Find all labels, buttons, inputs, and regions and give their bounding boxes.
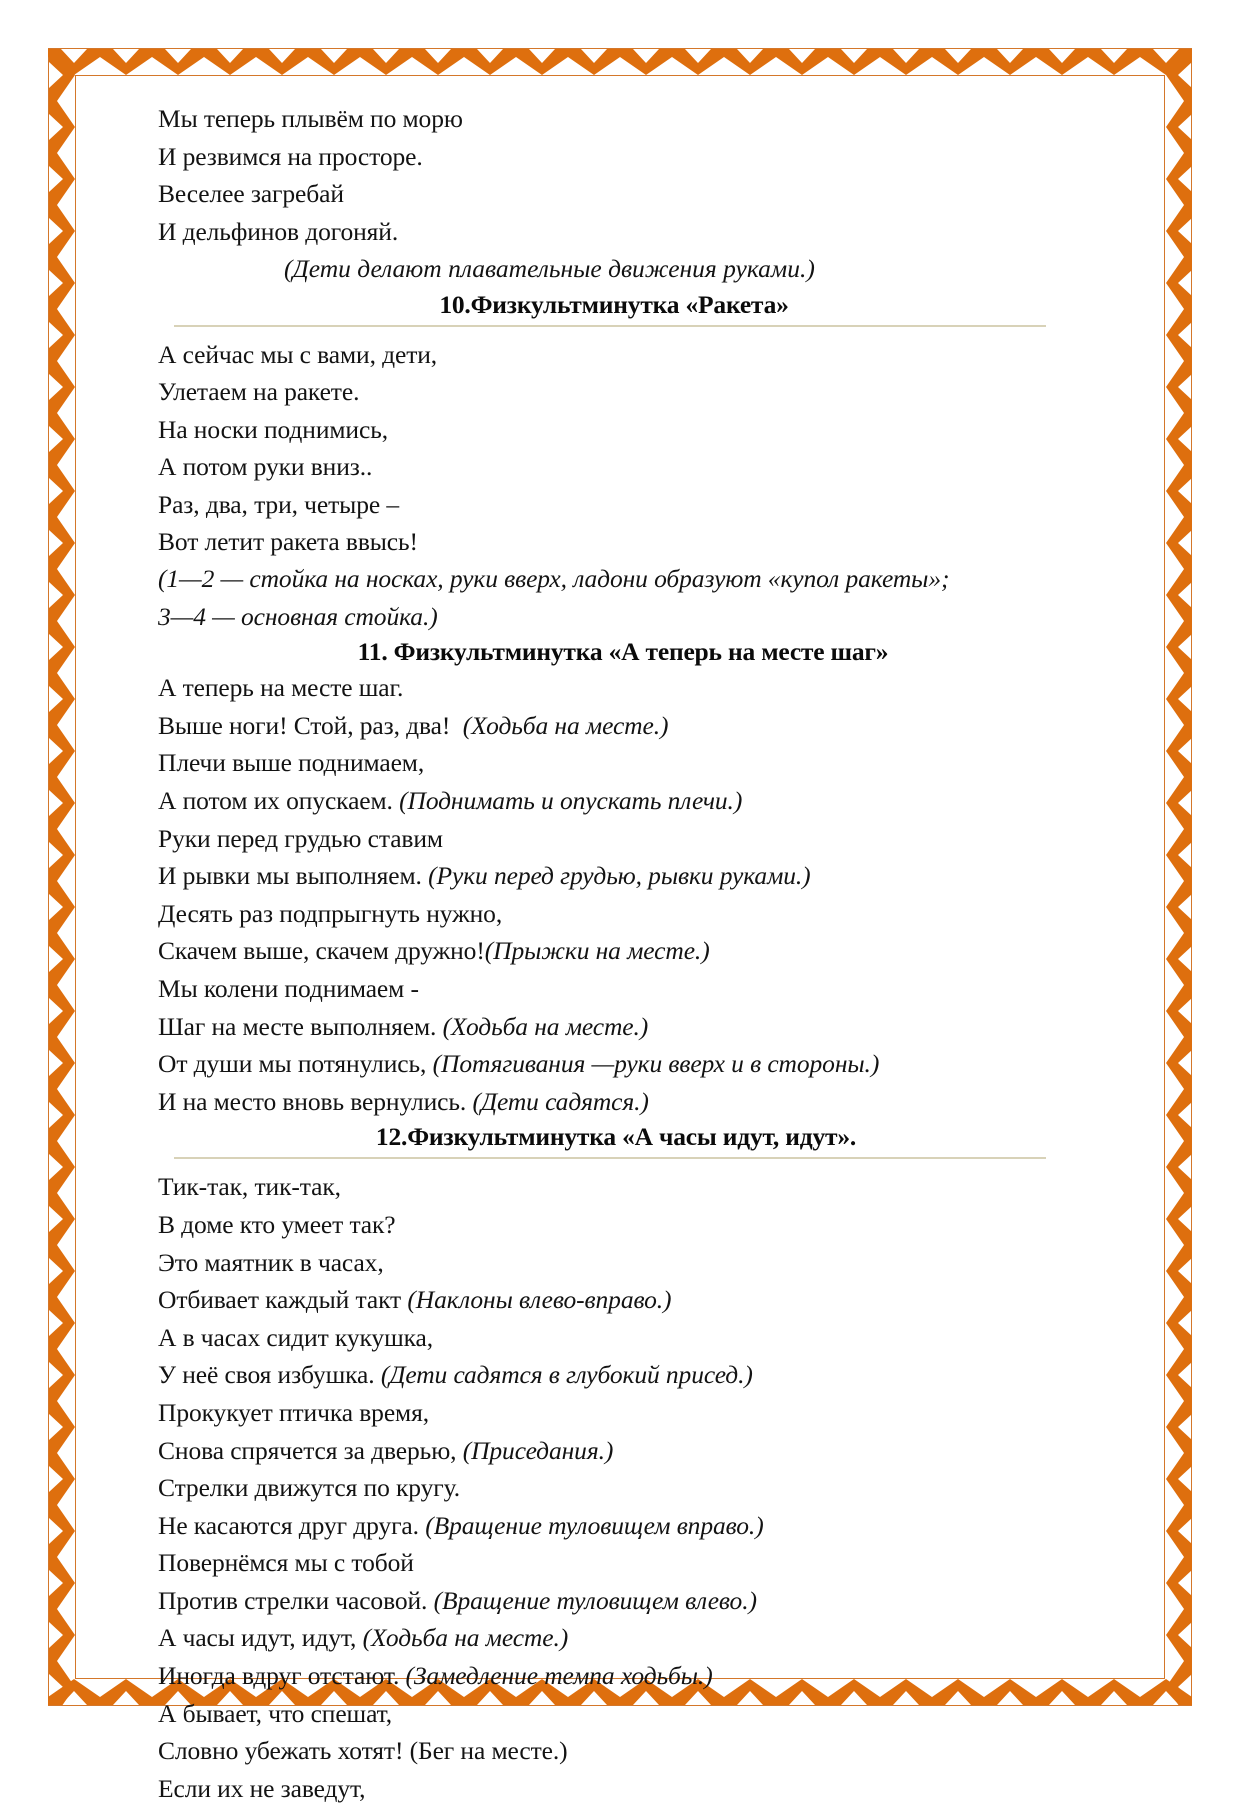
stage-direction: 3—4 — основная стойка.) <box>158 601 438 631</box>
verse-line <box>158 1657 1058 1695</box>
stage-direction: (Дети делают плавательные движения руками.) <box>284 254 815 284</box>
verse-line <box>158 820 1058 858</box>
verse-line <box>158 1544 1058 1582</box>
stage-direction: (Ходьба на месте.) <box>362 1623 569 1653</box>
opening-verse <box>158 100 1058 288</box>
verse-line <box>158 1281 1058 1319</box>
document-body <box>158 100 1058 1807</box>
verse-text: Выше ноги! Стой, раз, два! <box>158 710 463 740</box>
verse-line: Веселее загребай <box>158 179 344 209</box>
verse-text: И рывки мы выполняем. <box>158 861 429 891</box>
verse-text: Мы колени поднимаем - <box>158 973 419 1003</box>
verse-line <box>158 970 1058 1008</box>
section-12 <box>158 1120 1058 1807</box>
verse-line <box>158 1432 1058 1470</box>
section-rule <box>174 325 1046 327</box>
verse-text: Руки перед грудью ставим <box>158 823 443 853</box>
verse-text: Шаг на месте выполняем. <box>158 1011 443 1041</box>
verse-line: И резвимся на просторе. <box>158 141 423 171</box>
verse-text: А потом их опускаем. <box>158 786 400 815</box>
verse-text: Плечи выше поднимаем, <box>158 748 425 778</box>
verse-text: Повернёмся мы с тобой <box>158 1548 414 1578</box>
verse-line <box>158 1619 1058 1657</box>
verse-text: А в часах сидит кукушка, <box>158 1322 434 1352</box>
section-11 <box>158 635 1058 1120</box>
verse-text: А бывает, что спешат, <box>158 1698 393 1728</box>
verse-text: Скачем выше, скачем дружно! <box>158 936 485 966</box>
verse-line <box>158 1168 1058 1206</box>
verse-text: Не касаются друг друга. <box>158 1510 426 1540</box>
stage-direction: (Прыжки на месте.) <box>484 936 710 966</box>
verse-line: И дельфинов догоняй. <box>158 216 399 246</box>
stage-direction: (Руки перед грудью, рывки руками.) <box>428 861 811 891</box>
verse-line <box>158 1770 1058 1807</box>
stage-direction: (Потягивания —руки вверх и в стороны.) <box>432 1049 880 1079</box>
verse-line <box>158 857 1058 895</box>
border-chevron-top <box>48 49 1192 75</box>
verse-line <box>158 1244 1058 1282</box>
verse-text: А теперь на месте шаг. <box>158 673 404 703</box>
border-chevron-right <box>1166 49 1192 1705</box>
verse-text: Это маятник в часах, <box>158 1247 384 1277</box>
stage-direction: (Дети садятся.) <box>472 1086 649 1116</box>
verse-line <box>158 1008 1058 1046</box>
verse-line <box>158 1732 1058 1770</box>
section-heading: 12.Физкультминутка «А часы идут, идут». <box>375 1122 857 1152</box>
verse-text: Десять раз подпрыгнуть нужно, <box>158 898 503 928</box>
stage-direction: (Приседания.) <box>462 1435 614 1465</box>
verse-text: Стрелки движутся по кругу. <box>158 1473 460 1503</box>
verse-line <box>158 1319 1058 1357</box>
verse-text: Иногда вдруг отстают. <box>158 1661 406 1691</box>
stage-direction: (Ходьба на месте.) <box>442 1011 649 1041</box>
verse-line: А потом руки вниз.. <box>158 452 373 482</box>
verse-text: Словно убежать хотят! (Бег на месте.) <box>158 1736 568 1766</box>
stage-direction: (Наклоны влево-вправо.) <box>407 1285 672 1315</box>
verse-line <box>158 1507 1058 1545</box>
verse-line <box>158 895 1058 933</box>
section-body <box>158 336 1058 635</box>
verse-line <box>158 669 1058 707</box>
verse-line: Улетаем на ракете. <box>158 377 360 407</box>
verse-line: Вот летит ракета ввысь! <box>158 527 418 556</box>
verse-line <box>158 1206 1058 1244</box>
section-10 <box>158 288 1058 635</box>
verse-text: Отбивает каждый такт <box>158 1285 408 1315</box>
verse-line: Раз, два, три, четыре – <box>158 489 399 519</box>
section-body <box>158 1168 1058 1807</box>
verse-text: Прокукует птичка время, <box>158 1397 429 1427</box>
verse-line <box>158 782 1058 820</box>
stage-direction: (Дети садятся в глубокий присед.) <box>380 1360 753 1390</box>
verse-line <box>158 1356 1058 1394</box>
verse-line: Мы теперь плывём по морю <box>158 104 463 133</box>
stage-direction: (Вращение туловищем влево.) <box>433 1585 757 1615</box>
section-body <box>158 669 1058 1120</box>
verse-line <box>158 1695 1058 1733</box>
verse-line <box>158 932 1058 970</box>
stage-direction: (Замедление темпа ходьбы.) <box>405 1661 713 1691</box>
verse-text: И на место вновь вернулись. <box>158 1086 473 1116</box>
verse-text: От души мы потянулись, <box>158 1049 433 1079</box>
verse-line: На носки поднимись, <box>158 414 389 444</box>
verse-text: Тик-так, тик-так, <box>158 1172 341 1202</box>
verse-text: Если их не заведут, <box>158 1773 366 1803</box>
verse-text: Снова спрячется за дверью, <box>158 1435 463 1465</box>
section-heading: 11. Физкультминутка «А теперь на месте шаг» <box>357 637 889 667</box>
section-rule <box>174 1157 1046 1159</box>
verse-line <box>158 1469 1058 1507</box>
verse-line <box>158 1582 1058 1620</box>
stage-direction: (1—2 — стойка на носках, руки вверх, ладони образуют «купол ракеты»; <box>158 564 950 594</box>
stage-direction: (Ходьба на месте.) <box>462 710 669 740</box>
verse-line <box>158 744 1058 782</box>
verse-text: В доме кто умеет так? <box>158 1209 396 1239</box>
verse-line <box>158 707 1058 745</box>
verse-text: А часы идут, идут, <box>158 1623 363 1653</box>
border-chevron-left <box>49 49 75 1705</box>
verse-line: А сейчас мы с вами, дети, <box>158 339 438 369</box>
verse-text: Против стрелки часовой. <box>158 1585 434 1615</box>
stage-direction: (Вращение туловищем вправо.) <box>425 1510 764 1540</box>
section-heading: 10.Физкультминутка «Ракета» <box>439 289 789 319</box>
verse-line <box>158 1083 1058 1121</box>
verse-text: У неё своя избушка. <box>158 1360 381 1390</box>
stage-direction: (Поднимать и опускать плечи.) <box>399 786 743 815</box>
verse-line <box>158 1045 1058 1083</box>
verse-line <box>158 1394 1058 1432</box>
